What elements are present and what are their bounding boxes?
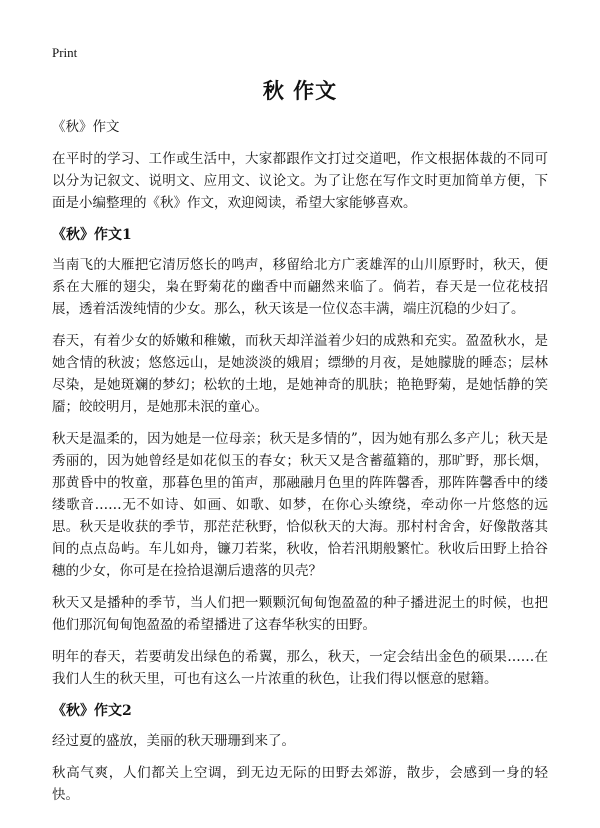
essay2-paragraph-1: 经过夏的盛放，美丽的秋天珊珊到来了。 — [52, 733, 295, 749]
essay2-paragraph-2: 秋高气爽，人们都关上空调，到无边无际的田野去郊游，散步，会感到一身的轻快。 — [52, 765, 548, 803]
section-heading-1: 《秋》作文1 — [52, 227, 132, 243]
essay1-paragraph-1: 当南飞的大雁把它清厉悠长的鸣声，移留给北方广袤雄浑的山川原野时，秋天，便系在大雁的翅尖，枭在野菊花的幽香中而翩然来临了。倘若，春天是一位花枝招展，透着活泼纯情的少女。那么，秋天该是一位仪态丰满，端庄沉稳的少妇了。 — [52, 257, 548, 317]
page-title: 秋 作文 — [262, 78, 338, 103]
essay1-paragraph-3: 秋天是温柔的，因为她是一位母亲；秋天是多情的”，因为她有那么多产儿；秋天是秀丽的，因为她曾经是如花似玉的春女；秋天又是含蓄蕴籍的，那旷野，那长烟，那黄昏中的牧童，那暮色里的笛声，那融融月色里的阵阵馨香，那阵阵馨香中的缕缕歌音……无不如诗、如画、如歌、如梦，在你心头缭绕，牵动你一片悠悠的远思。秋天是收获的季节，那茫茫秋野，恰似秋天的大海。那村村舍舍，好像散落其间的点点岛屿。车儿如舟，镰刀若桨，秋收，恰若汛期般繁忙。秋收后田野上拾谷穗的少女，你可是在捡拾退潮后遗落的贝壳？ — [52, 431, 548, 579]
print-link[interactable]: Print — [52, 45, 78, 60]
essay1-paragraph-5: 明年的春天，若要萌发出绿色的希翼，那么，秋天，一定会结出金色的硕果……在我们人生的秋天里，可也有这么一片浓重的秋色，让我们得以惬意的慰籍。 — [52, 649, 548, 687]
essay1-paragraph-4: 秋天又是播种的季节，当人们把一颗颗沉甸甸饱盈盈的种子播进泥土的时候，也把他们那沉甸甸饱盈盈的希望播进了这春华秋实的田野。 — [52, 595, 548, 633]
section-heading-2: 《秋》作文2 — [52, 703, 132, 719]
intro-paragraph: 在平时的学习、工作或生活中，大家都跟作文打过交道吧，作文根据体裁的不同可以分为记叙文、说明文、应用文、议论文。为了让您在写作文时更加简单方便，下面是小编整理的《秋》作文，欢迎阅读，希望大家能够喜欢。 — [52, 151, 548, 211]
essay1-paragraph-2: 春天，有着少女的娇嫩和稚嫩，而秋天却洋溢着少妇的成熟和充实。盈盈秋水，是她含情的秋波；悠悠远山，是她淡淡的娥眉；缥缈的月夜，是她朦胧的睡态；层林尽染，是她斑斓的梦幻；松软的土地，是她神奇的肌肤；艳艳野菊，是她恬静的笑靥；皎皎明月，是她那未泯的童心。 — [52, 333, 548, 415]
document-subtitle: 《秋》作文 — [52, 119, 120, 135]
